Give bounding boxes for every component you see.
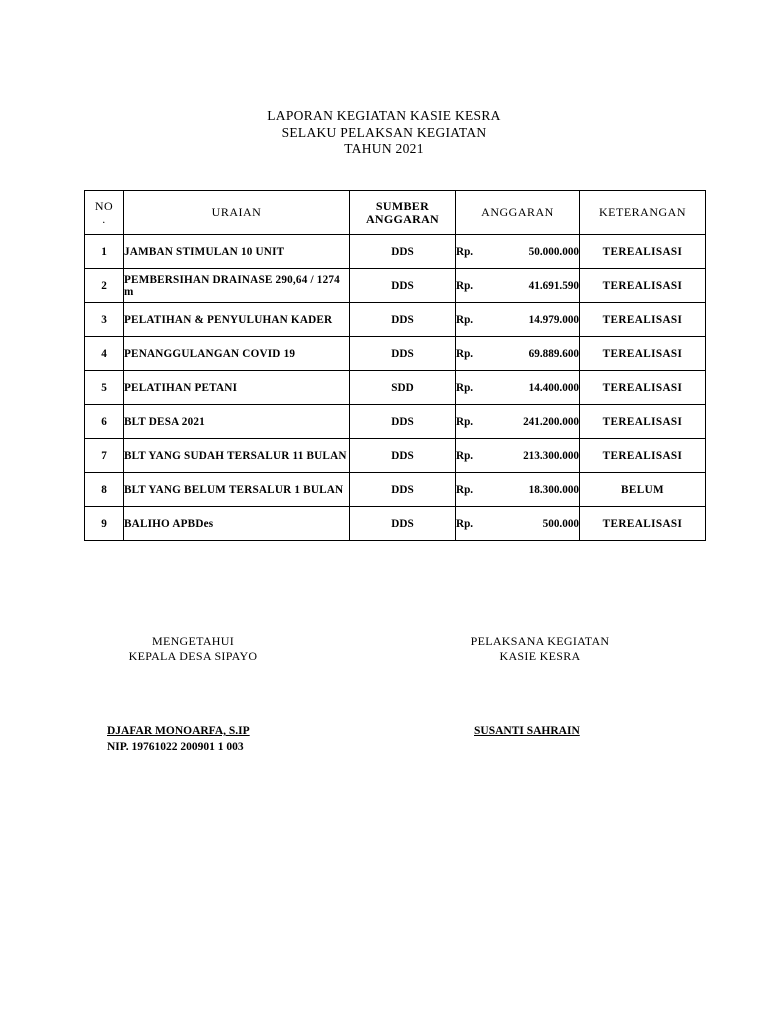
table-row: [85, 405, 706, 439]
currency-label: Rp.: [456, 279, 474, 292]
cell-uraian: BLT YANG BELUM TERSALUR 1 BULAN: [124, 473, 350, 507]
cell-sumber: DDS: [350, 235, 456, 269]
pelaksana-label: PELAKSANA KEGIATAN: [470, 634, 610, 648]
table-row: [85, 371, 706, 405]
cell-anggaran: [456, 303, 580, 337]
currency-label: Rp.: [456, 313, 474, 326]
signature-block-left: [88, 634, 298, 664]
table-body: [85, 235, 706, 541]
cell-keterangan: TEREALISASI: [580, 235, 706, 269]
amount-value: 500.000: [542, 517, 579, 530]
header-anggaran: ANGGARAN: [456, 191, 580, 235]
cell-keterangan: TEREALISASI: [580, 303, 706, 337]
amount-value: 18.300.000: [528, 483, 579, 496]
report-title: [0, 108, 768, 158]
cell-no: 7: [85, 439, 124, 473]
cell-anggaran: [456, 439, 580, 473]
cell-anggaran: [456, 269, 580, 303]
currency-label: Rp.: [456, 517, 474, 530]
amount-value: 69.889.600: [528, 347, 579, 360]
signature-block-right: [440, 634, 640, 664]
amount-value: 41.691.590: [528, 279, 579, 292]
cell-sumber: DDS: [350, 473, 456, 507]
table-row: [85, 337, 706, 371]
cell-uraian: BALIHO APBDes: [124, 507, 350, 541]
cell-uraian: BLT YANG SUDAH TERSALUR 11 BULAN: [124, 439, 350, 473]
cell-no: 8: [85, 473, 124, 507]
header-sumber-anggaran: SUMBER ANGGARAN: [350, 191, 456, 235]
amount-value: 50.000.000: [528, 245, 579, 258]
table-header-row: [85, 191, 706, 235]
cell-keterangan: TEREALISASI: [580, 371, 706, 405]
currency-label: Rp.: [456, 449, 474, 462]
cell-uraian: PELATIHAN & PENYULUHAN KADER: [124, 303, 350, 337]
cell-sumber: DDS: [350, 439, 456, 473]
kepala-desa-label: KEPALA DESA SIPAYO: [128, 649, 258, 663]
cell-uraian: PELATIHAN PETANI: [124, 371, 350, 405]
activity-report-table: [84, 190, 706, 541]
title-line-2: SELAKU PELAKSAN KEGIATAN: [281, 124, 487, 140]
cell-anggaran: [456, 405, 580, 439]
kepala-desa-name: DJAFAR MONOARFA, S.IP: [107, 725, 250, 737]
cell-no: 3: [85, 303, 124, 337]
cell-sumber: DDS: [350, 337, 456, 371]
cell-uraian: PEMBERSIHAN DRAINASE 290,64 / 1274 m: [124, 269, 350, 303]
cell-keterangan: TEREALISASI: [580, 439, 706, 473]
table-row: [85, 235, 706, 269]
cell-uraian: JAMBAN STIMULAN 10 UNIT: [124, 235, 350, 269]
currency-label: Rp.: [456, 245, 474, 258]
cell-no: 6: [85, 405, 124, 439]
cell-uraian: PENANGGULANGAN COVID 19: [124, 337, 350, 371]
mengetahui-label: MENGETAHUI: [151, 634, 235, 648]
cell-no: 9: [85, 507, 124, 541]
currency-label: Rp.: [456, 381, 474, 394]
cell-keterangan: TEREALISASI: [580, 269, 706, 303]
amount-value: 14.979.000: [528, 313, 579, 326]
amount-value: 241.200.000: [523, 415, 579, 428]
cell-sumber: DDS: [350, 303, 456, 337]
amount-value: 213.300.000: [523, 449, 579, 462]
cell-anggaran: [456, 507, 580, 541]
table-row: [85, 473, 706, 507]
header-no: NO .: [85, 191, 124, 235]
header-keterangan: KETERANGAN: [580, 191, 706, 235]
kasie-kesra-label: KASIE KESRA: [499, 649, 581, 663]
cell-no: 4: [85, 337, 124, 371]
table-row: [85, 303, 706, 337]
table-row: [85, 269, 706, 303]
pelaksana-name: SUSANTI SAHRAIN: [474, 725, 580, 737]
cell-keterangan: TEREALISASI: [580, 337, 706, 371]
header-uraian: URAIAN: [124, 191, 350, 235]
title-line-3: TAHUN 2021: [344, 141, 424, 156]
signatory-left: [107, 723, 250, 755]
cell-anggaran: [456, 371, 580, 405]
cell-keterangan: TEREALISASI: [580, 405, 706, 439]
cell-no: 5: [85, 371, 124, 405]
kepala-desa-nip: NIP. 19761022 200901 1 003: [107, 741, 244, 753]
currency-label: Rp.: [456, 347, 474, 360]
title-line-1: LAPORAN KEGIATAN KASIE KESRA: [267, 108, 501, 123]
cell-no: 2: [85, 269, 124, 303]
cell-sumber: DDS: [350, 269, 456, 303]
cell-keterangan: BELUM: [580, 473, 706, 507]
table-row: [85, 439, 706, 473]
currency-label: Rp.: [456, 483, 474, 496]
cell-sumber: DDS: [350, 405, 456, 439]
cell-no: 1: [85, 235, 124, 269]
cell-anggaran: [456, 337, 580, 371]
cell-sumber: SDD: [350, 371, 456, 405]
currency-label: Rp.: [456, 415, 474, 428]
cell-anggaran: [456, 473, 580, 507]
cell-uraian: BLT DESA 2021: [124, 405, 350, 439]
cell-keterangan: TEREALISASI: [580, 507, 706, 541]
amount-value: 14.400.000: [528, 381, 579, 394]
table-row: [85, 507, 706, 541]
cell-sumber: DDS: [350, 507, 456, 541]
cell-anggaran: [456, 235, 580, 269]
